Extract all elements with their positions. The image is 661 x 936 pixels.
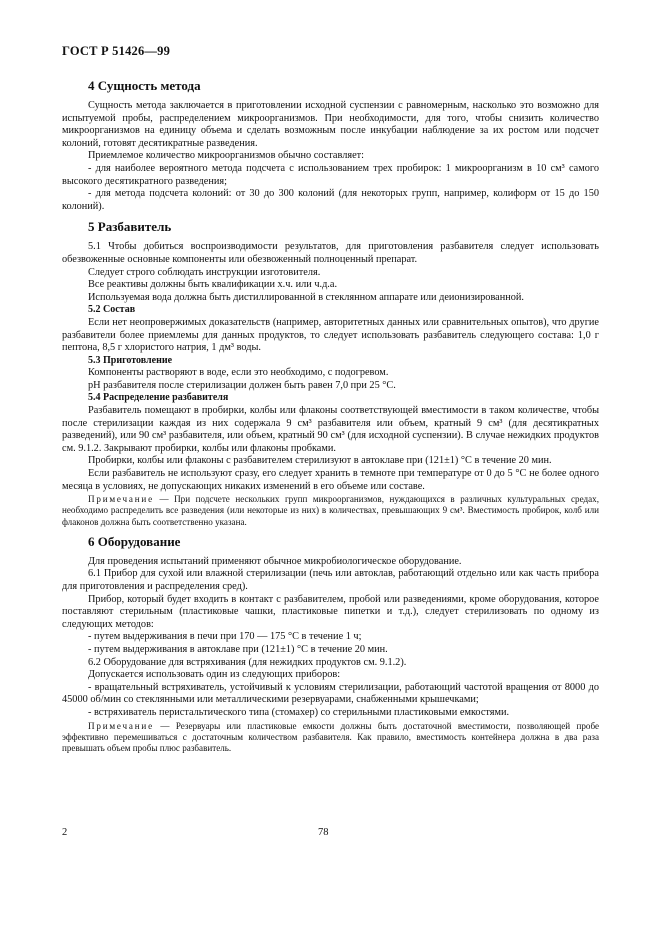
paragraph: Разбавитель помещают в пробирки, колбы или флаконы соответствующей вместимости в таком количестве, чтобы после стерилизации каждая из них содержала 9 см³ разбавителя или объем, кратный 9 см³ (для десятикратных разведений), или 90 см³ разбавителя, или объем, кратный 90 см³ (для исходной суспензии). В случае нежидких продуктов см. 9.1.2. Закрывают пробирки, колбы или флаконы пробками. <box>62 405 599 454</box>
paragraph: - путем выдерживания в печи при 170 — 175 °С в течение 1 ч; <box>88 631 362 643</box>
note-label: Примечание <box>88 494 154 505</box>
paragraph: - для метода подсчета колоний: от 30 до 300 колоний (для некоторых групп, например, колиформ от 15 до 150 колоний). <box>62 188 599 212</box>
note <box>62 721 599 755</box>
paragraph: 5.1 Чтобы добиться воспроизводимости результатов, для приготовления разбавителя следует использовать обезвоженные основные компоненты или обезвоженный полноценный препарат. <box>62 241 599 265</box>
paragraph: Для проведения испытаний применяют обычное микробиологическое оборудование. <box>88 555 462 567</box>
paragraph: 6.2 Оборудование для встряхивания (для нежидких продуктов см. 9.1.2). <box>88 656 407 668</box>
paragraph: Все реактивы должны быть квалификации х.ч. или ч.д.а. <box>88 279 338 291</box>
paragraph: Используемая вода должна быть дистиллированной в стеклянном аппарате или деионизированной. <box>88 291 524 303</box>
paragraph: Если разбавитель не используют сразу, его следует хранить в темноте при температуре от 0 до 5 °С не более одного месяца в условиях, не допускающих никаких изменений в его объеме или составе. <box>62 468 599 492</box>
paragraph: Сущность метода заключается в приготовлении исходной суспензии с равномерным, насколько это возможно для испытуемой пробы, распределением микроорганизмов. При необходимости, для того, чтобы снизить количество микроорганизмов на единицу объема и сделать возможным после инкубации наблюдение за их ростом или подсчет колоний, готовят десятикратные разведения. <box>62 100 599 149</box>
section-4-title: 4 Сущность метода <box>88 78 201 93</box>
paragraph: Прибор, который будет входить в контакт с разбавителем, пробой или разведениями, кроме оборудования, которое поставляют стерильным (пластиковые чашки, пластиковые пипетки и т.д.), следует стерилизовать по одному из следующих методов: <box>62 593 599 630</box>
page-number-center: 78 <box>318 827 329 838</box>
section-6-title: 6 Оборудование <box>88 533 181 549</box>
paragraph: - вращательный встряхиватель, устойчивый к условиям стерилизации, работающий частотой вращения от 8000 до 45000 об/мин со стеклянными или металлическими резервуарами, снабженными крышечками; <box>62 681 599 706</box>
note-text: — Резервуары или пластиковые емкости должны быть достаточной вместимости, позволяющей пробе эффективно перемешиваться с достаточным количеством разбавителя. Как правило, вместимость контейнера должна в два раза превышать объем пробы плюс разбавитель. <box>62 720 599 753</box>
paragraph: - для наиболее вероятного метода подсчета с использованием трех пробирок: 1 микроорганизм в 10 см³ самого высокого десятикратного разведения; <box>62 162 599 187</box>
paragraph: - встряхиватель перистальтического типа (стомахер) со стерильными пластиковыми емкостями. <box>88 706 510 718</box>
subsection-5-2-title: 5.2 Состав <box>88 304 136 316</box>
paragraph: Если нет неопровержимых доказательств (например, авторитетных данных или сравнительных опытов), что другие разбавители более приемлемы для данных продуктов, то следует использовать разбавитель следующего состава: 1,0 г пептона, 8,5 г хлористого натрия, 1 дм³ воды. <box>62 316 599 354</box>
note <box>62 494 599 528</box>
note-text: — При подсчете нескольких групп микроорганизмов, нуждающихся в различных культуральных средах, необходимо распределить все разведения (или некоторые из них) в количествах, превышающих 9 см³. Вместимость пробирок, колб или флаконов должна быть соответственно указана. <box>62 494 599 527</box>
paragraph: Следует строго соблюдать инструкции изготовителя. <box>88 266 321 278</box>
subsection-5-4-title: 5.4 Распределение разбавителя <box>88 392 229 404</box>
paragraph: pH разбавителя после стерилизации должен быть равен 7,0 при 25 °С. <box>88 379 396 391</box>
note-label: Примечание <box>88 720 154 731</box>
paragraph: - путем выдерживания в автоклаве при (121±1) °С в течение 20 мин. <box>88 643 388 655</box>
paragraph: Приемлемое количество микроорганизмов обычно составляет: <box>88 150 365 162</box>
paragraph: Компоненты растворяют в воде, если это необходимо, с подогревом. <box>88 367 389 379</box>
page-number-left: 2 <box>62 827 68 838</box>
section-5-title: 5 Разбавитель <box>88 219 172 235</box>
standard-number: ГОСТ Р 51426—99 <box>62 44 171 58</box>
paragraph: 6.1 Прибор для сухой или влажной стерилизации (печь или автоклав, работающий отдельно или как часть прибора для приготовления и распределения сред). <box>62 568 599 593</box>
paragraph: Допускается использовать один из следующих приборов: <box>88 669 341 681</box>
paragraph: Пробирки, колбы или флаконы с разбавителем стерилизуют в автоклаве при (121±1) °С в течение 20 мин. <box>88 455 552 467</box>
page-content <box>62 78 599 755</box>
subsection-5-3-title: 5.3 Приготовление <box>88 354 173 366</box>
